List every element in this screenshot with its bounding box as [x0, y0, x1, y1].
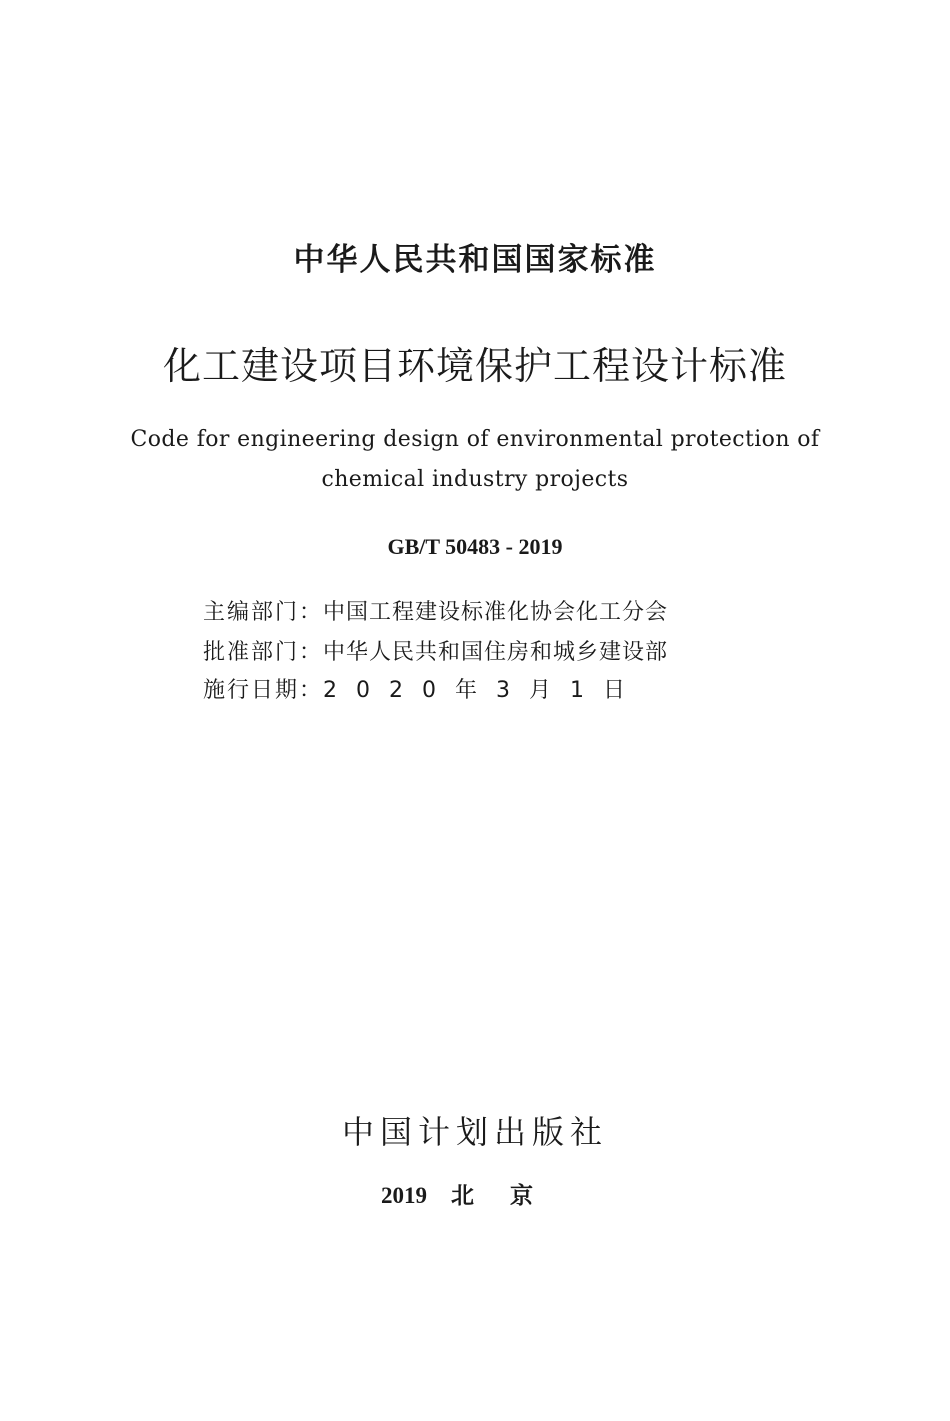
chinese-title: 化工建设项目环境保护工程设计标准 — [162, 344, 787, 388]
editor-label: 主编部门： — [203, 600, 324, 625]
standard-number: GB/T 50483 - 2019 — [387, 534, 563, 559]
publication-year-city — [0, 1180, 950, 1212]
editor-value: 中国工程建设标准化协会化工分会 — [323, 600, 669, 625]
approver-value: 中华人民共和国住房和城乡建设部 — [323, 640, 669, 665]
effective-date-value: 2020年3月1日 — [323, 678, 644, 703]
national-standard-heading: 中华人民共和国国家标准 — [293, 242, 657, 278]
english-title-line-2: chemical industry projects — [321, 467, 629, 492]
approver-row — [203, 638, 803, 668]
publication-year: 2019 — [381, 1183, 427, 1208]
effective-date-row — [203, 676, 803, 706]
english-title-line-1: Code for engineering design of environmental protection of — [130, 427, 820, 452]
approver-label: 批准部门： — [203, 640, 324, 665]
publisher-name: 中国计划出版社 — [341, 1113, 608, 1151]
effective-date-label: 施行日期： — [203, 678, 324, 703]
publication-city: 北京 — [451, 1183, 569, 1209]
editor-row — [203, 598, 803, 628]
